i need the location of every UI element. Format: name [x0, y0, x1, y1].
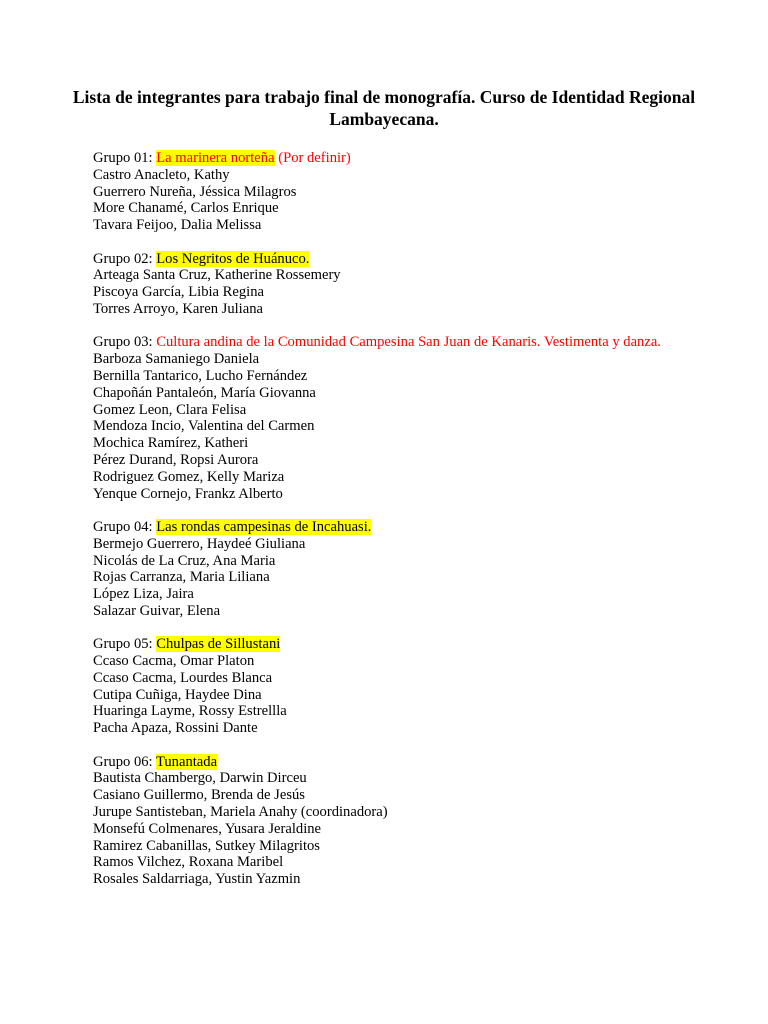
group-label: Grupo 05: — [93, 636, 153, 653]
member-name: More Chanamé, Carlos Enrique — [93, 200, 279, 217]
member-name: Gomez Leon, Clara Felisa — [93, 401, 247, 418]
group-heading — [93, 636, 673, 653]
group-01 — [93, 150, 673, 234]
group-03 — [93, 334, 673, 502]
group-heading — [93, 519, 673, 536]
member-name: Ramirez Cabanillas, Sutkey Milagritos — [93, 837, 320, 854]
group-02 — [93, 251, 673, 318]
group-heading — [93, 251, 673, 268]
member-name: Tavara Feijoo, Dalia Melissa — [93, 217, 262, 234]
member-name: Ccaso Cacma, Lourdes Blanca — [93, 669, 273, 686]
member-name: Bernilla Tantarico, Lucho Fernández — [93, 367, 308, 384]
member-name: Pérez Durand, Ropsi Aurora — [93, 451, 259, 468]
group-label: Grupo 03: — [93, 334, 153, 351]
member-name: Rosales Saldarriaga, Yustin Yazmin — [93, 871, 301, 888]
member-name: Ccaso Cacma, Omar Platon — [93, 653, 255, 670]
member-name: Cutipa Cuñiga, Haydee Dina — [93, 686, 262, 703]
group-heading — [93, 754, 673, 771]
member-name: López Liza, Jaira — [93, 586, 194, 603]
group-label: Grupo 02: — [93, 250, 153, 267]
group-topic: Chulpas de Sillustani — [156, 636, 281, 653]
member-name: Salazar Guivar, Elena — [93, 602, 221, 619]
group-04 — [93, 519, 673, 620]
member-name: Piscoya García, Libia Regina — [93, 284, 265, 301]
member-name: Arteaga Santa Cruz, Katherine Rossemery — [93, 267, 341, 284]
member-name: Casiano Guillermo, Brenda de Jesús — [93, 787, 305, 804]
member-name: Monsefú Colmenares, Yusara Jeraldine — [93, 820, 322, 837]
member-name: Nicolás de La Cruz, Ana Maria — [93, 552, 276, 569]
group-label: Grupo 06: — [93, 753, 153, 770]
group-topic: Tunantada — [155, 753, 218, 770]
group-label: Grupo 01: — [93, 150, 153, 166]
group-topic-note: (Por definir) — [278, 150, 351, 166]
group-topic: Las rondas campesinas de Incahuasi. — [156, 518, 372, 535]
member-name: Ramos Vilchez, Roxana Maribel — [93, 854, 284, 871]
member-name: Rojas Carranza, Maria Liliana — [93, 569, 270, 586]
group-heading — [93, 334, 673, 351]
member-name: Huaringa Layme, Rossy Estrellla — [93, 703, 287, 720]
member-name: Barboza Samaniego Daniela — [93, 351, 260, 368]
member-name: Castro Anacleto, Kathy — [93, 166, 230, 183]
member-name: Torres Arroyo, Karen Juliana — [93, 300, 263, 317]
member-name: Bautista Chambergo, Darwin Dirceu — [93, 770, 307, 787]
member-name: Mochica Ramírez, Katheri — [93, 435, 249, 452]
group-heading — [93, 150, 673, 167]
group-05 — [93, 636, 673, 737]
document-body — [93, 150, 673, 905]
document-title: Lista de integrantes para trabajo final de monografía. Curso de Identidad Regional Lambayecana. — [72, 87, 696, 129]
member-name: Chapoñán Pantaleón, María Giovanna — [93, 384, 316, 401]
member-name: Bermejo Guerrero, Haydeé Giuliana — [93, 535, 306, 552]
member-name: Jurupe Santisteban, Mariela Anahy (coordinadora) — [93, 804, 388, 821]
group-topic: Cultura andina de la Comunidad Campesina San Juan de Kanaris. Vestimenta y danza. — [156, 334, 661, 351]
member-name: Guerrero Nureña, Jéssica Milagros — [93, 183, 297, 200]
group-06 — [93, 754, 673, 888]
member-name: Mendoza Incio, Valentina del Carmen — [93, 418, 315, 435]
group-topic: La marinera norteña — [156, 150, 275, 166]
member-name: Pacha Apaza, Rossini Dante — [93, 720, 258, 737]
member-name: Rodriguez Gomez, Kelly Mariza — [93, 468, 285, 485]
group-topic: Los Negritos de Huánuco. — [156, 250, 310, 267]
group-label: Grupo 04: — [93, 518, 153, 535]
member-name: Yenque Cornejo, Frankz Alberto — [93, 485, 283, 502]
